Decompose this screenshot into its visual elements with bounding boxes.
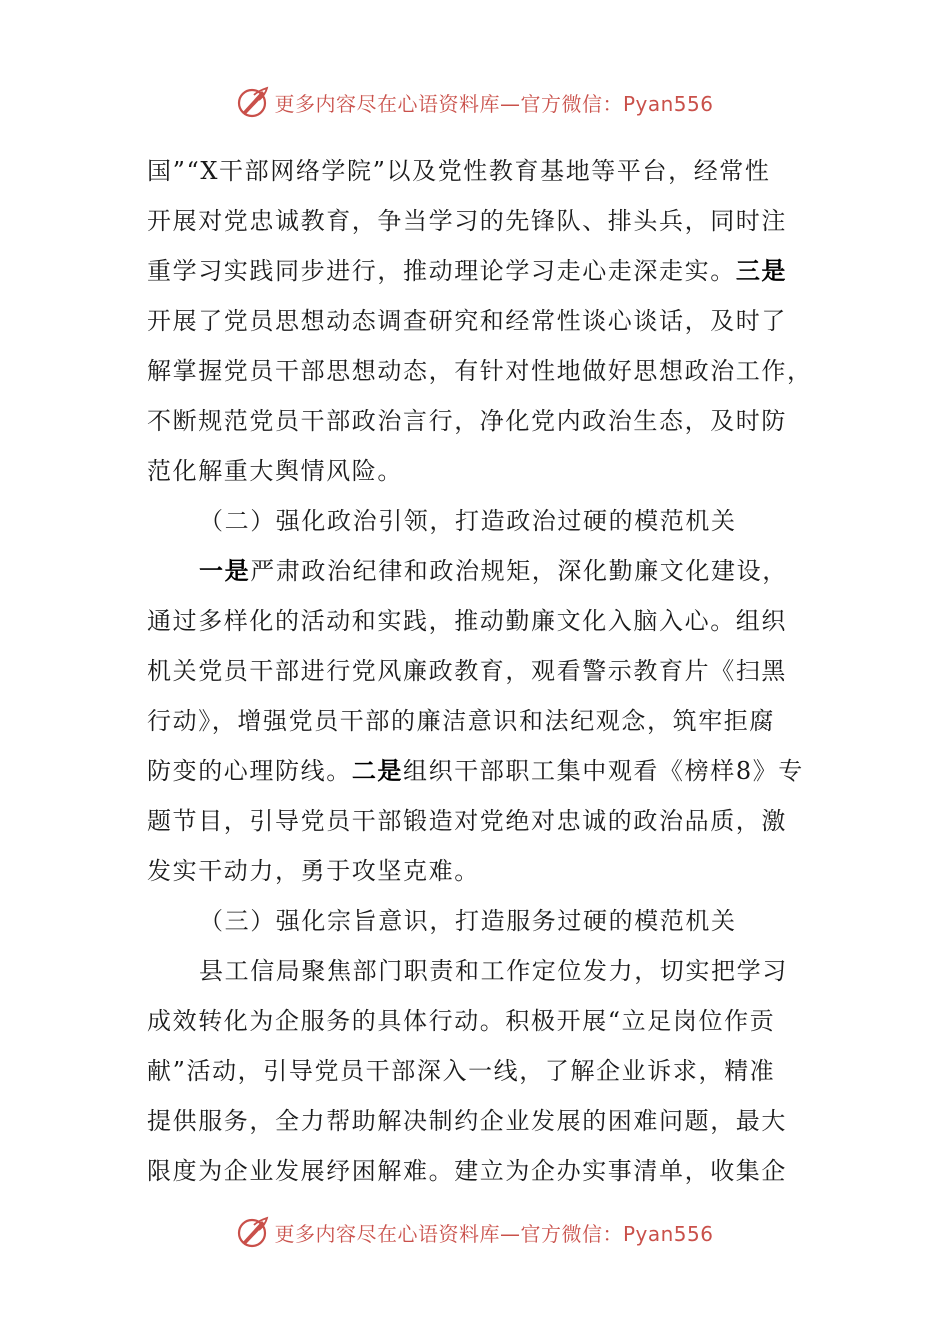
text-line bbox=[147, 546, 807, 596]
text-line: 不断规范党员干部政治言行，净化党内政治生态，及时防 bbox=[147, 407, 787, 435]
quill-logo-icon bbox=[236, 1215, 270, 1249]
text-line: 解掌握党员干部思想动态，有针对性地做好思想政治工作， bbox=[147, 357, 813, 385]
section-heading-3: （三）强化宗旨意识，打造服务过硬的模范机关 bbox=[199, 907, 737, 935]
text-line: 开展对党忠诚教育，争当学习的先锋队、排头兵，同时注 bbox=[147, 207, 787, 235]
text-line: 献”活动，引导党员干部深入一线，了解企业诉求，精准 bbox=[147, 1057, 776, 1085]
bold-marker: 一是 bbox=[199, 556, 251, 585]
text-line: 提供服务，全力帮助解决制约企业发展的困难问题，最大 bbox=[147, 1107, 787, 1135]
document-body bbox=[147, 146, 813, 1196]
text-line: 县工信局聚焦部门职责和工作定位发力，切实把学习 bbox=[199, 957, 788, 985]
text-run: 重学习实践同步进行，推动理论学习走心走深走实。 bbox=[147, 257, 736, 285]
section-heading-2: （二）强化政治引领，打造政治过硬的模范机关 bbox=[199, 507, 737, 535]
text-line: 国”“X干部网络学院”以及党性教育基地等平台，经常性 bbox=[147, 157, 771, 185]
text-line: 行动》，增强党员干部的廉洁意识和法纪观念，筑牢拒腐 bbox=[147, 707, 775, 735]
text-run: 严肃政治纪律和政治规矩，深化勤廉文化建设， bbox=[250, 557, 788, 585]
text-line: 题节目，引导党员干部锻造对党绝对忠诚的政治品质，激 bbox=[147, 807, 787, 835]
quill-logo-icon bbox=[236, 85, 270, 119]
text-run: 组织干部职工集中观看《榜样8》专 bbox=[403, 757, 804, 785]
text-line: 通过多样化的活动和实践，推动勤廉文化入脑入心。组织 bbox=[147, 607, 787, 635]
text-line: 范化解重大舆情风险。 bbox=[147, 457, 403, 485]
text-line: 发实干动力，勇于攻坚克难。 bbox=[147, 857, 480, 885]
footer-banner-text: 更多内容尽在心语资料库—官方微信：Pyan556 bbox=[274, 1221, 714, 1246]
text-line: 成效转化为企服务的具体行动。积极开展“立足岗位作贡 bbox=[147, 1007, 776, 1035]
text-line: 限度为企业发展纾困解难。建立为企办实事清单，收集企 bbox=[147, 1157, 787, 1185]
header-banner bbox=[0, 82, 950, 122]
text-line: 机关党员干部进行党风廉政教育，观看警示教育片《扫黑 bbox=[147, 657, 787, 685]
bold-marker: 三是 bbox=[735, 256, 788, 285]
text-line bbox=[147, 246, 807, 296]
text-run: 防变的心理防线。 bbox=[147, 757, 352, 785]
bold-marker: 二是 bbox=[351, 756, 404, 785]
footer-banner bbox=[0, 1212, 950, 1252]
text-line: 开展了党员思想动态调查研究和经常性谈心谈话，及时了 bbox=[147, 307, 787, 335]
header-banner-text: 更多内容尽在心语资料库—官方微信：Pyan556 bbox=[274, 91, 714, 116]
text-line bbox=[147, 746, 807, 796]
